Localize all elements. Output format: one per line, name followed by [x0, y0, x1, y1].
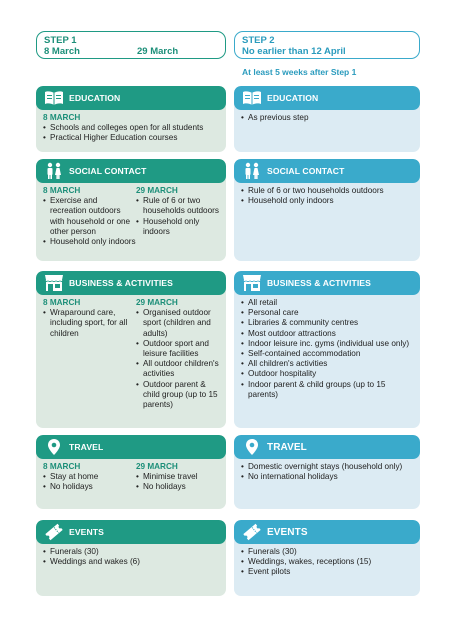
people-icon: [43, 162, 65, 180]
list-item: • No holidays: [136, 482, 219, 492]
date-label: 8 MARCH: [43, 298, 81, 307]
social-step2-card: [234, 159, 420, 261]
travel-step1-header: [36, 435, 226, 459]
list-item: • Household only indoors: [241, 196, 413, 206]
people-icon: [241, 162, 263, 180]
date-label: 8 MARCH: [43, 113, 81, 122]
social-title: SOCIAL CONTACT: [267, 166, 345, 176]
list-item: • Household only indoors: [43, 237, 136, 247]
step1-date-1: 8 March: [44, 46, 80, 57]
list-item: • All children's activities: [241, 359, 413, 369]
list-item: • Most outdoor attractions: [241, 329, 413, 339]
ticket-icon: [43, 523, 65, 541]
list-item: • No holidays: [43, 482, 136, 492]
events-step2-card: [234, 520, 420, 596]
events-step1-card: [36, 520, 226, 596]
list-item: • All outdoor children's activities: [136, 359, 219, 379]
education-step1-header: [36, 86, 226, 110]
list-item: • Domestic overnight stays (household only): [241, 462, 413, 472]
list-item: • Rule of 6 or two households outdoors: [136, 196, 219, 216]
business-title: BUSINESS & ACTIVITIES: [69, 278, 173, 288]
step2-header: [234, 31, 420, 59]
shop-icon: [241, 274, 263, 292]
date-label: 8 MARCH: [43, 462, 81, 471]
shop-icon: [43, 274, 65, 292]
social-step1-card: [36, 159, 226, 261]
list-item: • Practical Higher Education courses: [43, 133, 219, 143]
list-item: • Outdoor sport and leisure facilities: [136, 339, 219, 359]
list-item: • Weddings and wakes (6): [43, 557, 219, 567]
list-item: • Event pilots: [241, 567, 413, 577]
travel-title: TRAVEL: [69, 442, 104, 452]
events-step2-header: [234, 520, 420, 544]
list-item: • Household only indoors: [136, 217, 219, 237]
list-item: • Outdoor parent & child group (up to 15 parents): [136, 380, 219, 411]
business-step1-card: [36, 271, 226, 428]
list-item: • Self-contained accommodation: [241, 349, 413, 359]
business-title: BUSINESS & ACTIVITIES: [267, 278, 371, 288]
date-label: 29 MARCH: [135, 186, 178, 195]
list-item: • Stay at home: [43, 472, 136, 482]
events-step1-header: [36, 520, 226, 544]
education-title: EDUCATION: [69, 93, 121, 103]
step2-title: STEP 2: [242, 35, 275, 46]
book-icon: [43, 89, 65, 107]
list-item: • Indoor parent & child groups (up to 15 parents): [241, 380, 413, 400]
list-item: • Funerals (30): [241, 547, 413, 557]
education-step1-card: [36, 86, 226, 152]
business-step2-header: [234, 271, 420, 295]
date-label: 29 MARCH: [135, 298, 178, 307]
date-label: 8 MARCH: [43, 186, 81, 195]
step2-note: At least 5 weeks after Step 1: [242, 67, 357, 77]
travel-step2-header: [234, 435, 420, 459]
travel-title: TRAVEL: [267, 441, 307, 453]
location-pin-icon: [43, 438, 65, 456]
business-step1-header: [36, 271, 226, 295]
list-item: • Organised outdoor sport (children and adults): [136, 308, 219, 339]
list-item: • Libraries & community centres: [241, 318, 413, 328]
list-item: • Schools and colleges open for all students: [43, 123, 219, 133]
social-step2-header: [234, 159, 420, 183]
step1-title: STEP 1: [44, 35, 77, 46]
social-title: SOCIAL CONTACT: [69, 166, 147, 176]
social-step1-header: [36, 159, 226, 183]
list-item: • Minimise travel: [136, 472, 219, 482]
list-item: • Exercise and recreation outdoors with household or one other person: [43, 196, 136, 237]
list-item: • No international holidays: [241, 472, 413, 482]
location-pin-icon: [241, 438, 263, 456]
list-item: • Indoor leisure inc. gyms (individual use only): [241, 339, 413, 349]
list-item: • As previous step: [241, 113, 413, 123]
education-step2-header: [234, 86, 420, 110]
step1-date-2: 29 March: [137, 46, 179, 57]
list-item: • Rule of 6 or two households outdoors: [241, 186, 413, 196]
travel-step1-card: [36, 435, 226, 509]
list-item: • Funerals (30): [43, 547, 219, 557]
business-step2-card: [234, 271, 420, 428]
list-item: • Outdoor hospitality: [241, 369, 413, 379]
ticket-icon: [241, 523, 263, 541]
list-item: • Wraparound care, including sport, for all children: [43, 308, 136, 339]
step2-date: No earlier than 12 April: [242, 46, 346, 57]
list-item: • All retail: [241, 298, 413, 308]
date-label: 29 MARCH: [135, 462, 178, 471]
events-title: EVENTS: [69, 527, 104, 537]
list-item: • Personal care: [241, 308, 413, 318]
book-icon: [241, 89, 263, 107]
events-title: EVENTS: [267, 526, 308, 538]
travel-step2-card: [234, 435, 420, 509]
list-item: • Weddings, wakes, receptions (15): [241, 557, 413, 567]
education-step2-card: [234, 86, 420, 152]
step1-header: [36, 31, 226, 59]
education-title: EDUCATION: [267, 93, 319, 103]
